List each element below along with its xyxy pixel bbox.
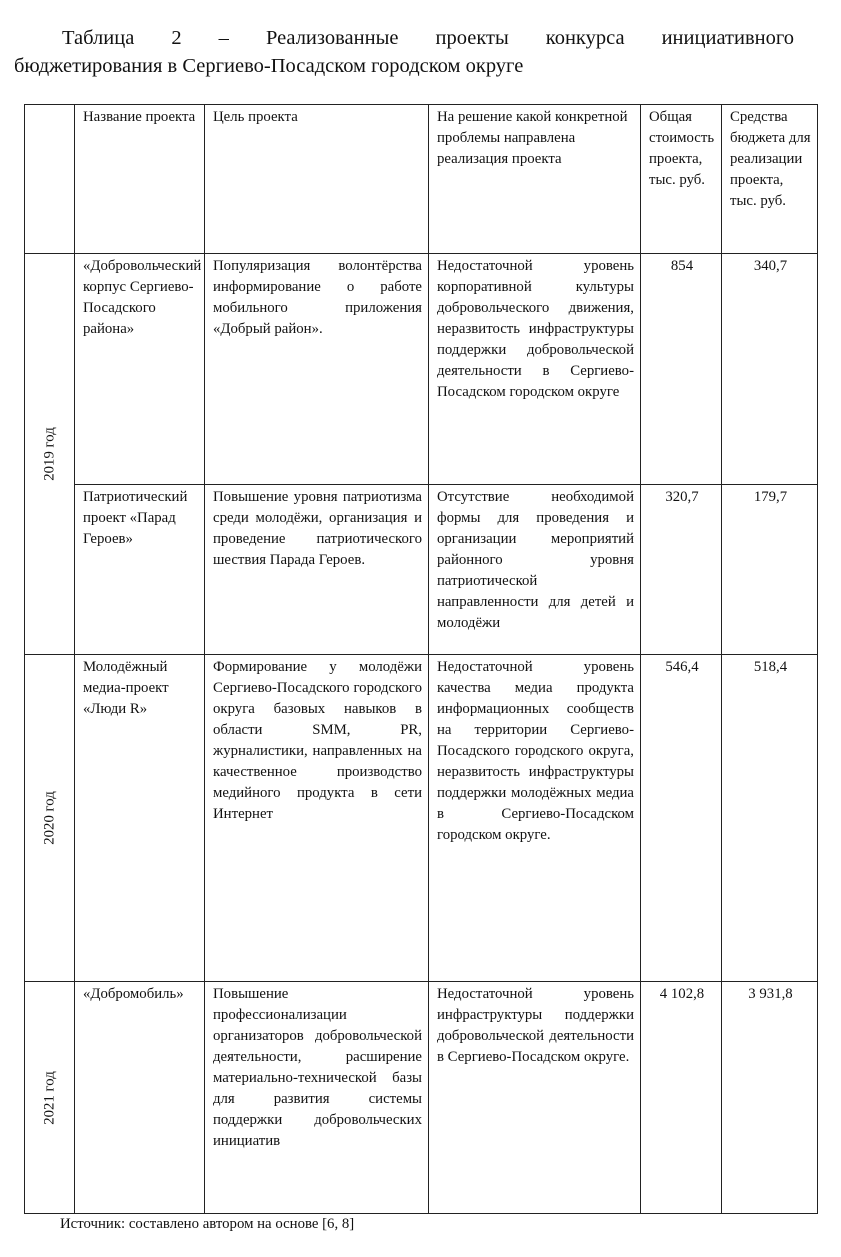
- table-caption: [14, 24, 794, 80]
- caption-line-1: Таблица 2 – Реализованные проекты конкурса инициативного: [62, 27, 794, 49]
- project-goal: Повышение профессионализации организаторов добровольческой деятельности, расширение материально-технической базы для развития системы поддержки добровольческих инициатив: [205, 982, 429, 1214]
- header-name: Название проекта: [75, 105, 205, 254]
- source-note: Источник: составлено автором на основе [6, 8]: [60, 1216, 355, 1232]
- project-name: «Добровольческий корпус Сергиево-Посадского района»: [75, 254, 205, 485]
- project-goal: Формирование у молодёжи Сергиево-Посадского городского округа базовых навыков в области SMM, PR, журналистики, направленных на качественное производство медийного продукта в сети Интернет: [205, 655, 429, 982]
- project-problem: Недостаточной уровень инфраструктуры поддержки добровольческой деятельности в Сергиево-Посадском округе.: [429, 982, 641, 1214]
- project-problem: Недостаточной уровень качества медиа продукта информационных сообществ на территории Сергиево-Посадского городского округа, неразвитость инфраструктуры поддержки молодёжных медиа в Сергиево-Посадском городском округе.: [429, 655, 641, 982]
- caption-line-2: бюджетирования в Сергиево-Посадском городском округе: [14, 55, 524, 77]
- project-total-cost: 546,4: [641, 655, 722, 982]
- year-cell-2021: [25, 982, 75, 1214]
- project-total-cost: 320,7: [641, 485, 722, 655]
- table-row: [25, 485, 818, 655]
- header-problem: На решение какой конкретной проблемы направлена реализация проекта: [429, 105, 641, 254]
- header-budget-funds: Средства бюджета для реализации проекта, тыс. руб.: [722, 105, 818, 254]
- project-name: «Добромобиль»: [75, 982, 205, 1214]
- projects-table: [24, 104, 818, 1214]
- table-row: [25, 655, 818, 982]
- header-row: [25, 105, 818, 254]
- project-name: Патриотический проект «Парад Героев»: [75, 485, 205, 655]
- year-cell-2019: [25, 254, 75, 655]
- year-label: 2020 год: [41, 791, 57, 845]
- project-budget-funds: 340,7: [722, 254, 818, 485]
- header-goal: Цель проекта: [205, 105, 429, 254]
- header-total-cost: Общая стоимость проекта, тыс. руб.: [641, 105, 722, 254]
- table-row: [25, 254, 818, 485]
- header-year-cell: [25, 105, 75, 254]
- project-problem: Отсутствие необходимой формы для проведения и организации мероприятий районного уровня патриотической направленности для детей и молодёжи: [429, 485, 641, 655]
- project-total-cost: 4 102,8: [641, 982, 722, 1214]
- project-goal: Повышение уровня патриотизма среди молодёжи, организация и проведение патриотического шествия Парада Героев.: [205, 485, 429, 655]
- table-row: [25, 982, 818, 1214]
- year-cell-2020: [25, 655, 75, 982]
- project-budget-funds: 3 931,8: [722, 982, 818, 1214]
- project-total-cost: 854: [641, 254, 722, 485]
- project-budget-funds: 179,7: [722, 485, 818, 655]
- year-label: 2021 год: [41, 1070, 57, 1125]
- project-goal: Популяризация волонтёрства информирование о работе мобильного приложения «Добрый район».: [205, 254, 429, 485]
- project-budget-funds: 518,4: [722, 655, 818, 982]
- project-problem: Недостаточной уровень корпоративной культуры добровольческого движения, неразвитость инфраструктуры поддержки добровольческой деятельности в Сергиево-Посадском городском округе: [429, 254, 641, 485]
- project-name: Молодёжный медиа-проект «Люди R»: [75, 655, 205, 982]
- year-label: 2019 год: [41, 427, 57, 481]
